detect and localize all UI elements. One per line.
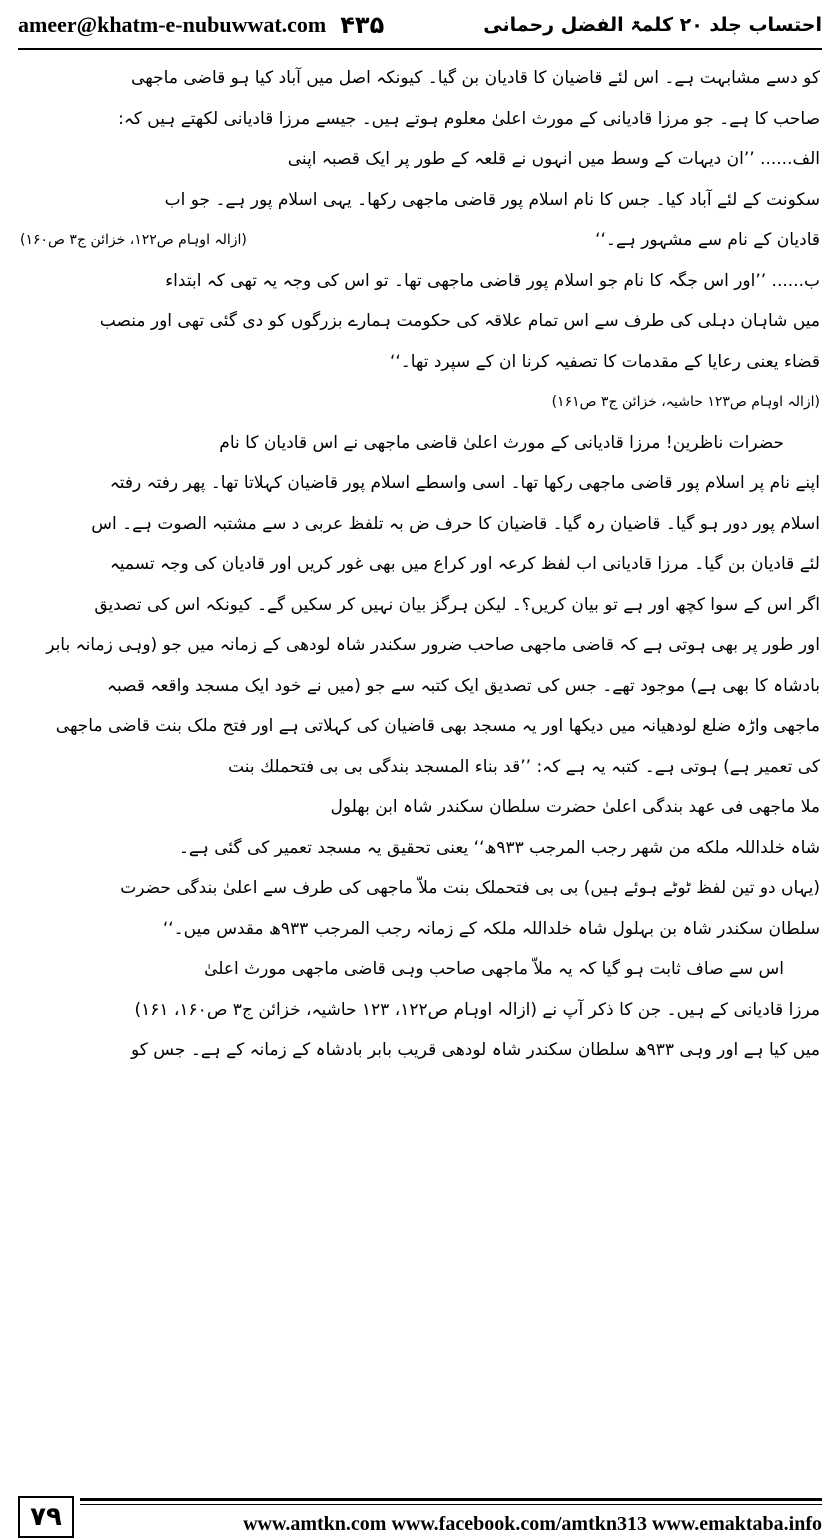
- body-line: ب...... ’’اور اس جگہ کا نام جو اسلام پور قاضی ماجھی تھا۔ تو اس کی وجہ یہ تھی کہ ابتداء: [165, 270, 820, 291]
- page-header: [18, 4, 822, 46]
- body-line: بادشاہ کا بھی ہے) موجود تھے۔ جس کی تصدیق ایک کتبہ سے جو (میں نے خود ایک مسجد واقعہ قصبہ: [107, 675, 820, 696]
- page-footer: [0, 1492, 840, 1540]
- body-line: قضاء یعنی رعایا کے مقدمات کا تصفیہ کرنا ان کے سپرد تھا۔‘‘: [389, 351, 820, 372]
- body-line-with-reference: [20, 220, 820, 261]
- body-line: لئے قادیان بن گیا۔ مرزا قادیانی اب لفظ کرعہ اور کراع میں بھی غور کریں اور قادیان کی وجہ تسمیہ: [109, 554, 820, 574]
- footer-rule-thin: [80, 1504, 822, 1505]
- body-line: اور طور پر بھی ہوتی ہے کہ قاضی ماجھی صاحب ضرور سکندر شاہ لودھی کے زمانہ میں جو (وہی زمانہ بابر: [46, 635, 820, 655]
- body-line: ماجھی واڑہ ضلع لودھیانہ میں دیکھا اور یہ مسجد بھی قاضیان کی کہلاتی ہے اور فتح ملک بنت قاضی ماجھی: [55, 716, 820, 736]
- body-line: کی تعمیر ہے) ہوتی ہے۔ کتبہ یہ ہے کہ: ’’قد بناء المسجد بندگی بی بی فتحملك بنت: [228, 756, 820, 777]
- footer-rule: [80, 1498, 822, 1501]
- body-line: حضرات ناظرین! مرزا قادیانی کے مورث اعلیٰ قاضی ماجھی نے اس قادیان کا نام: [219, 432, 784, 453]
- body-line: کو دسے مشابہت ہے۔ اس لئے قاضیان کا قادیان بن گیا۔ کیونکہ اصل میں آباد کیا ہو قاضی ماجھی: [131, 68, 820, 88]
- body-line: مرزا قادیانی کے ہیں۔ جن کا ذکر آپ نے (ازالہ اوہام ص۱۲۲، ۱۲۳ حاشیہ، خزائن ج۳ ص۱۶۰، ۱۶۱): [134, 999, 820, 1020]
- page-body: [20, 58, 820, 1463]
- header-page-number: ۴۳۵: [340, 11, 385, 39]
- body-line: اگر اس کے سوا کچھ اور ہے تو بیان کریں؟۔ لیکن ہرگز بیان نہیں کر سکیں گے۔ کیونکہ اس کی تصدیق: [94, 594, 820, 615]
- footer-links[interactable]: www.amtkn.com www.facebook.com/amtkn313 www.emaktaba.info: [243, 1513, 822, 1535]
- body-line: اسلام پور دور ہو گیا۔ قاضیان رہ گیا۔ قاضیان کا حرف ض بہ تلفظ عربی د سے مشتبہ الصوت ہے۔ اس: [91, 513, 820, 534]
- body-line: صاحب کا ہے۔ جو مرزا قادیانی کے مورث اعلیٰ معلوم ہوتے ہیں۔ جیسے مرزا قادیانی لکھتے ہیں کہ:: [118, 108, 820, 129]
- header-book-title: احتساب جلد ۲۰ کلمۃ الفضل رحمانی: [483, 14, 822, 36]
- body-line: (یہاں دو تین لفظ ٹوٹے ہوئے ہیں) بی بی فتحملک بنت ملاّ ماجھی کی طرف سے اعلیٰ بندگی حضرت: [120, 878, 820, 898]
- body-line: ملا ماجھی فی عهد بندگی اعلیٰ حضرت سلطان سکندر شاہ ابن بهلول: [330, 797, 820, 817]
- body-line: قادیان کے نام سے مشہور ہے۔‘‘: [595, 230, 820, 250]
- body-line: اپنے نام پر اسلام پور قاضی ماجھی رکھا تھا۔ اسی واسطے اسلام پور قاضیان کہلاتا تھا۔ پھر رفتہ رفتہ: [109, 473, 820, 493]
- body-line: میں شاہان دہلی کی طرف سے اس تمام علاقہ کی حکومت ہمارے بزرگوں کو دی گئی تھی اور منصب: [99, 311, 820, 331]
- body-line: اس سے صاف ثابت ہو گیا کہ یہ ملاّ ماجھی صاحب وہی قاضی ماجھی مورث اعلیٰ: [204, 959, 784, 979]
- header-rule: [18, 48, 822, 50]
- body-line: شاہ خلداللہ ملکه من شهر رجب المرجب ۹۳۳ھ‘‘ یعنی تحقیق یہ مسجد تعمیر کی گئی ہے۔: [178, 837, 820, 858]
- header-email[interactable]: ameer@khatm-e-nubuwwat.com: [18, 12, 327, 37]
- body-line: الف...... ’’ان دیہات کے وسط میں انہوں نے قلعہ کے طور پر ایک قصبہ اپنی: [287, 149, 820, 169]
- reference-citation: (ازالہ اوہام ص۱۲۳ حاشیہ، خزائن ج۳ ص۱۶۱): [551, 394, 820, 410]
- body-line: سکونت کے لئے آباد کیا۔ جس کا نام اسلام پور قاضی ماجھی رکھا۔ یہی اسلام پور ہے۔ جو اب: [164, 189, 820, 210]
- footer-page-number: ۷۹: [18, 1496, 74, 1538]
- body-line: میں کیا ہے اور وہی ۹۳۳ھ سلطان سکندر شاہ لودھی قریب بابر بادشاہ کے زمانہ کے ہے۔ جس کو: [130, 1040, 820, 1060]
- reference-citation: (ازالہ اوہام ص۱۲۲، خزائن ج۳ ص۱۶۰): [20, 232, 247, 248]
- body-line: سلطان سکندر شاہ بن بہلول شاہ خلداللہ ملکہ کے زمانہ رجب المرجب ۹۳۳ھ مقدس میں۔‘‘: [162, 918, 820, 939]
- header-left: [18, 11, 384, 39]
